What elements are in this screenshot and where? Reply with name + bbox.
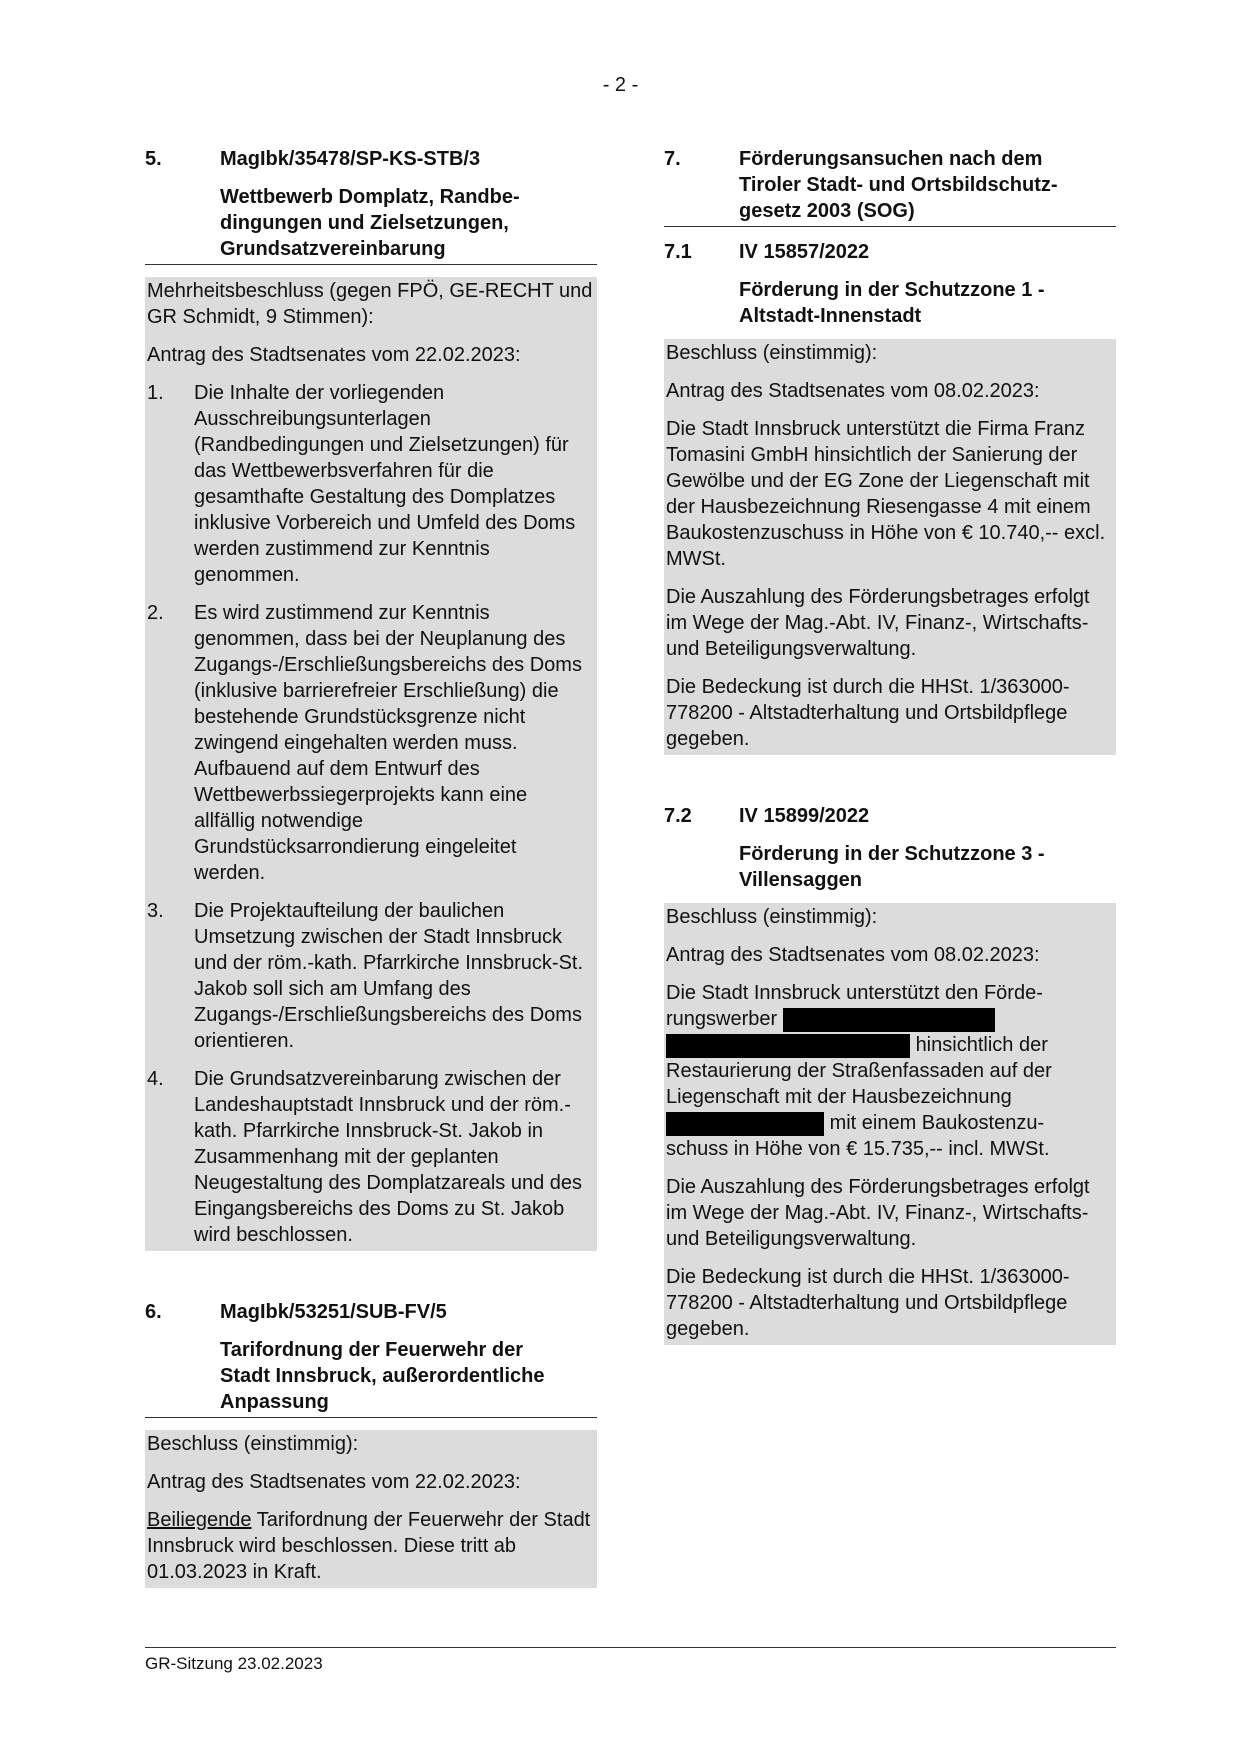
page-footer: GR-Sitzung 23.02.2023 [145, 1647, 1116, 1674]
page-number: - 2 - [602, 74, 639, 96]
section-7-1-code: IV 15857/2022 [739, 241, 870, 263]
list-item: 3. Die Projektaufteilung der baulichen Umsetzung zwischen der Stadt Innsbruck und der röm.-kath. Pfarrkirche Innsbruck-St. Jakob soll sich am Umfang des Zugangs-/Erschließungsbereichs des Doms orientieren. [147, 900, 584, 1052]
section-6-body [145, 1430, 597, 1588]
section-7-1-para-3: Die Bedeckung ist durch die HHSt. 1/363000-778200 - Altstadterhaltung und Ortsbildpflege gegeben. [666, 676, 1070, 750]
section-7-2-para-2: Die Auszahlung des Förderungsbetrages erfolgt im Wege der Mag.-Abt. IV, Finanz-, Wirtschafts- und Beteiligungsverwaltung. [666, 1176, 1090, 1250]
section-7-heading [664, 146, 1116, 227]
section-7-2-code: IV 15899/2022 [739, 805, 870, 827]
section-5-motion: Antrag des Stadtsenates vom 22.02.2023: [147, 344, 521, 366]
section-7-2-motion: Antrag des Stadtsenates vom 08.02.2023: [666, 944, 1040, 966]
attachment-reference: Beiliegende [147, 1509, 252, 1531]
redaction-block [783, 1008, 995, 1032]
section-6-resolution: Beschluss (einstimmig): [147, 1433, 359, 1455]
section-6-heading [145, 1299, 597, 1418]
section-7-title: Förderungsansuchen nach dem Tiroler Stadt- und Ortsbildschutz- gesetz 2003 (SOG) [739, 148, 1058, 222]
left-column [145, 146, 597, 1588]
redaction-block [666, 1034, 910, 1058]
section-7-1-para-2: Die Auszahlung des Förderungsbetrages erfolgt im Wege der Mag.-Abt. IV, Finanz-, Wirtschafts- und Beteiligungsverwaltung. [666, 586, 1090, 660]
section-6-number: 6. [145, 1301, 162, 1323]
section-6-code: MagIbk/53251/SUB-FV/5 [220, 1301, 447, 1323]
section-6-title: Tarifordnung der Feuerwehr der Stadt Innsbruck, außerordentliche Anpassung [220, 1339, 545, 1413]
section-7-2-para-3: Die Bedeckung ist durch die HHSt. 1/363000-778200 - Altstadterhaltung und Ortsbildpflege gegeben. [666, 1266, 1070, 1340]
redaction-block [666, 1112, 824, 1136]
section-7-2-number: 7.2 [664, 805, 692, 827]
section-6-motion: Antrag des Stadtsenates vom 22.02.2023: [147, 1471, 521, 1493]
section-7-1-resolution: Beschluss (einstimmig): [666, 342, 878, 364]
section-7-1-body [664, 339, 1116, 755]
section-5-heading [145, 146, 597, 265]
section-7-1-motion: Antrag des Stadtsenates vom 08.02.2023: [666, 380, 1040, 402]
section-5-title: Wettbewerb Domplatz, Randbe- dingungen und Zielsetzungen, Grundsatzvereinbarung [220, 186, 520, 260]
section-7-1-heading [664, 239, 1116, 329]
section-7-1-title: Förderung in der Schutzzone 1 - Altstadt-Innenstadt [739, 279, 1045, 327]
right-column [664, 146, 1116, 1345]
section-7-2-heading [664, 803, 1116, 893]
section-7-2-para-1: Die Stadt Innsbruck unterstützt den Förde- rungswerber hinsichtlich der Restaurierung der Straßenfassaden auf der Liegenschaft mit der Hausbezeichnung mit einem Baukostenzu- schuss in Höhe von € 15.735,-- incl. MWSt. [666, 982, 1052, 1160]
list-item: 1. Die Inhalte der vorliegenden Ausschreibungsunterlagen (Randbedingungen und Zielsetzungen) für das Wettbewerbsverfahren für die gesamthafte Gestaltung des Domplatzes inklusive Vorbereich und Umfeld des Doms werden zustimmend zur Kenntnis genommen. [147, 382, 576, 586]
section-7-2-body [664, 903, 1116, 1345]
section-7-1-para-1: Die Stadt Innsbruck unterstützt die Firma Franz Tomasini GmbH hinsichtlich der Sanierung der Gewölbe und der EG Zone der Liegenschaft mit der Hausbezeichnung Riesengasse 4 mit einem Baukostenzuschuss in Höhe von € 10.740,-- excl. MWSt. [666, 418, 1106, 570]
section-6-text: Beiliegende Tarifordnung der Feuerwehr der Stadt Innsbruck wird beschlossen. Diese tritt ab 01.03.2023 in Kraft. [147, 1509, 591, 1583]
section-5-resolution: Mehrheitsbeschluss (gegen FPÖ, GE-RECHT und GR Schmidt, 9 Stimmen): [147, 280, 593, 328]
section-7-1-number: 7.1 [664, 241, 692, 263]
section-5-code: MagIbk/35478/SP-KS-STB/3 [220, 148, 481, 170]
list-item: 4. Die Grundsatzvereinbarung zwischen der Landeshauptstadt Innsbruck und der röm.-kath. Pfarrkirche Innsbruck-St. Jakob in Zusammenhang mit der geplanten Neugestaltung des Domplatzareals und des Eingangsbereichs des Doms zu St. Jakob wird beschlossen. [147, 1068, 583, 1246]
section-5-number: 5. [145, 148, 162, 170]
section-7-number: 7. [664, 148, 681, 170]
section-5-body [145, 277, 597, 1251]
list-item: 2. Es wird zustimmend zur Kenntnis genommen, dass bei der Neuplanung des Zugangs-/Erschließungsbereichs des Doms (inklusive barrierefreier Erschließung) die bestehende Grundstücksgrenze nicht zwingend eingehalten werden muss. Aufbauend auf dem Entwurf des Wettbewerbssiegerprojekts kann eine allfällig notwendige Grundstücksarrondierung eingeleitet werden. [147, 602, 582, 884]
section-7-2-title: Förderung in der Schutzzone 3 - Villensaggen [739, 843, 1045, 891]
section-7-2-resolution: Beschluss (einstimmig): [666, 906, 878, 928]
